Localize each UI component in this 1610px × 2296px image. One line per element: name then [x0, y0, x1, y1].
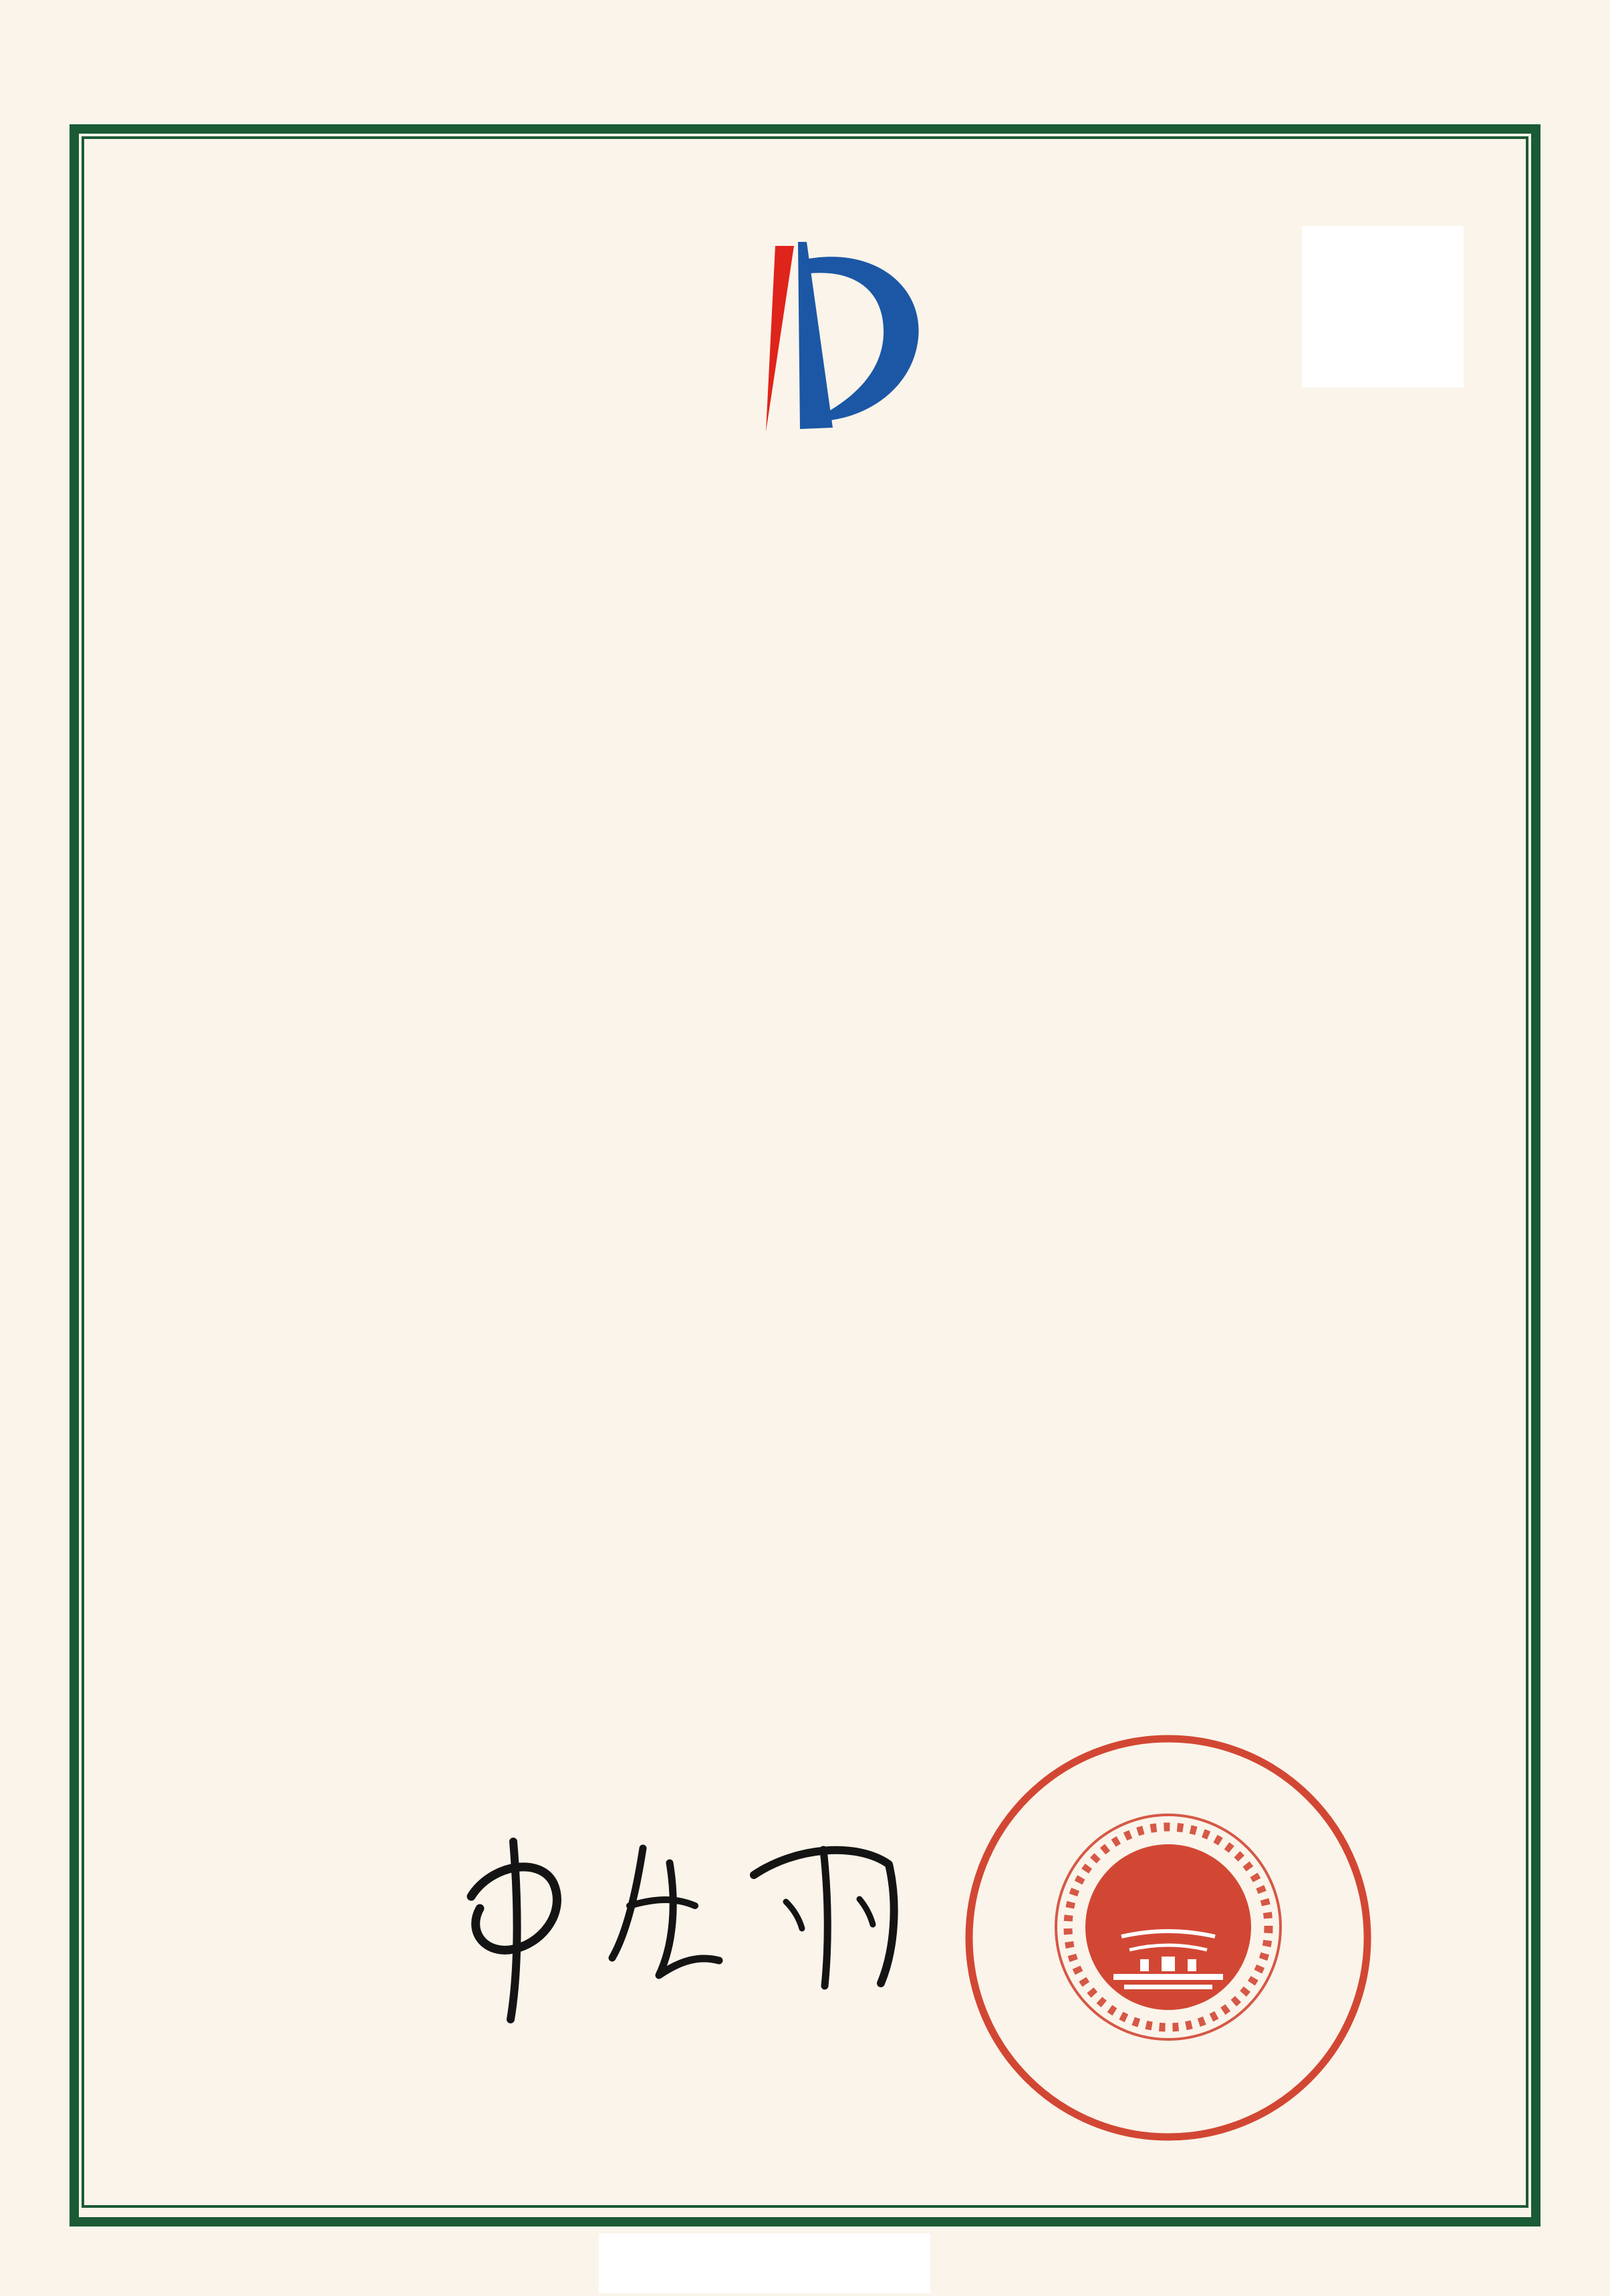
barcode-icon [166, 1736, 620, 1800]
certificate-border [82, 136, 1528, 139]
qr-code-icon [1302, 226, 1464, 388]
certificate-border [70, 124, 79, 2227]
cnipa-official-seal-icon [948, 1717, 1389, 2158]
cnipa-logo-icon [668, 227, 936, 448]
continuation-note-box [599, 2233, 930, 2293]
certificate-border [82, 2205, 1528, 2208]
certificate-border [1531, 124, 1540, 2227]
certificate-border [70, 124, 1540, 134]
certificate-border [70, 2217, 1540, 2227]
certificate-border [1526, 136, 1528, 2208]
director-signature-icon [401, 1804, 922, 2031]
certificate-border [82, 136, 84, 2208]
